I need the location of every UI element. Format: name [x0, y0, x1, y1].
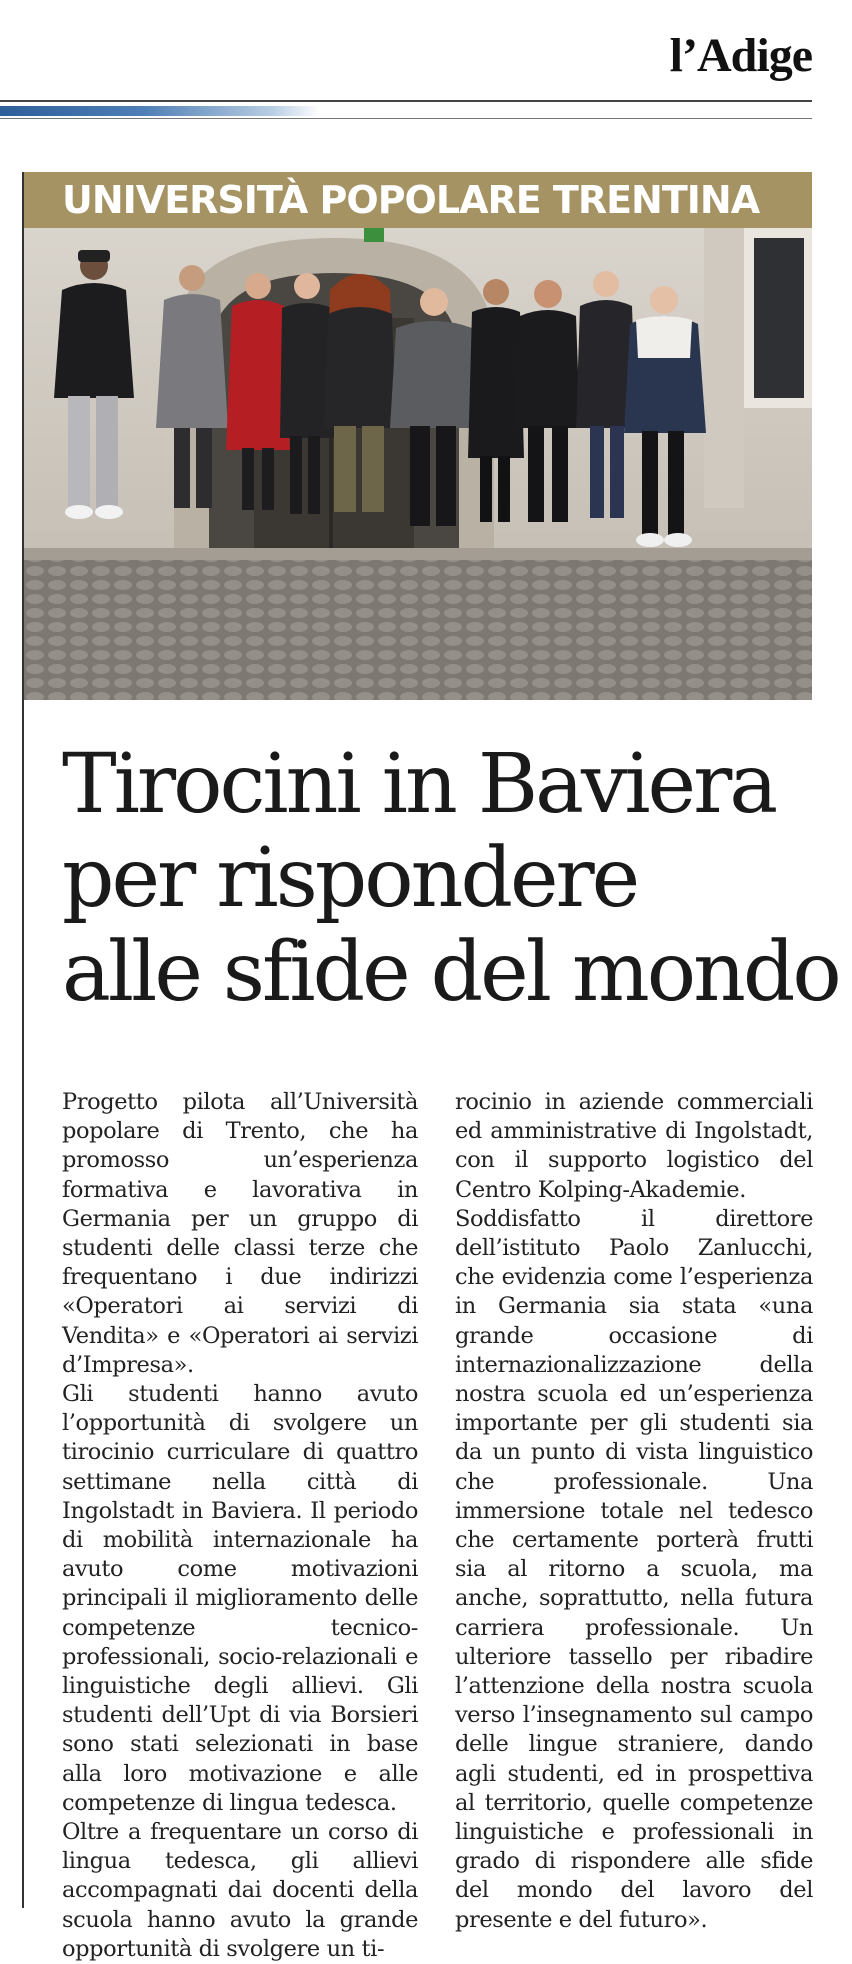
article-headline [62, 737, 839, 1020]
newspaper-logo: l’Adige [669, 29, 812, 82]
header-thin-rule [0, 118, 812, 119]
section-kicker: UNIVERSITÀ POPOLARE TRENTINA [24, 172, 812, 228]
body-paragraph: Soddisfatto il direttore dell’istituto Paolo Zanlucchi, che evidenzia come l’esperienza in Germania sia stata «una grande occasione di internazionalizzazione della nostra scuola ed un’esperienza importante per gli studenti sia da un punto di vista linguistico che professionale. Una immersione totale nel tedesco che certamente porterà frutti sia al ritorno a scuola, ma anche, soprattutto, nella futura carriera professionale. Un ulteriore tassello per ribadire l’attenzione della nostra scuola verso l’insegnamento sul campo delle lingue straniere, dando agli studenti, ed in prospettiva al territorio, quelle competenze linguistiche e professionali in grado di rispondere alle sfide del mondo del lavoro del presente e del futuro». [455, 1205, 813, 1933]
group-photo [24, 228, 812, 700]
header-rule [0, 100, 812, 102]
body-paragraph: Gli studenti hanno avuto l’opportunità di svolgere un tirocinio curriculare di quattro settimane nella città di Ingolstadt in Baviera. Il periodo di mobilità internazionale ha avuto come motivazioni principali il miglioramento delle competenze tecnico-professionali, socio-relazionali e linguistiche degli allievi. Gli studenti dell’Upt di via Borsieri sono stati selezionati in base alla loro motivazione e alle competenze di lingua tedesca. [62, 1381, 418, 1816]
headline-line: per rispondere [62, 831, 638, 926]
header-accent-bar [0, 106, 320, 116]
body-column-left [62, 1088, 418, 1964]
body-paragraph: Oltre a frequentare un corso di lingua tedesca, gli allievi accompagnati dai docenti della scuola hanno avuto la grande opportunità di svolgere un ti- [62, 1819, 418, 1962]
body-column-right [455, 1088, 813, 1935]
headline-line: alle sfide del mondo [62, 925, 839, 1020]
body-paragraph: Progetto pilota all’Università popolare di Trento, che ha promosso un’esperienza formativa e lavorativa in Germania per un gruppo di studenti delle classi terze che frequentano i due indirizzi «Operatori ai servizi di Vendita» e «Operatori ai servizi d’Impresa». [62, 1089, 418, 1378]
body-paragraph: rocinio in aziende commerciali ed amministrative di Ingolstadt, con il supporto logistico del Centro Kolping-Akademie. [455, 1089, 813, 1203]
headline-line: Tirocini in Baviera [62, 737, 776, 832]
